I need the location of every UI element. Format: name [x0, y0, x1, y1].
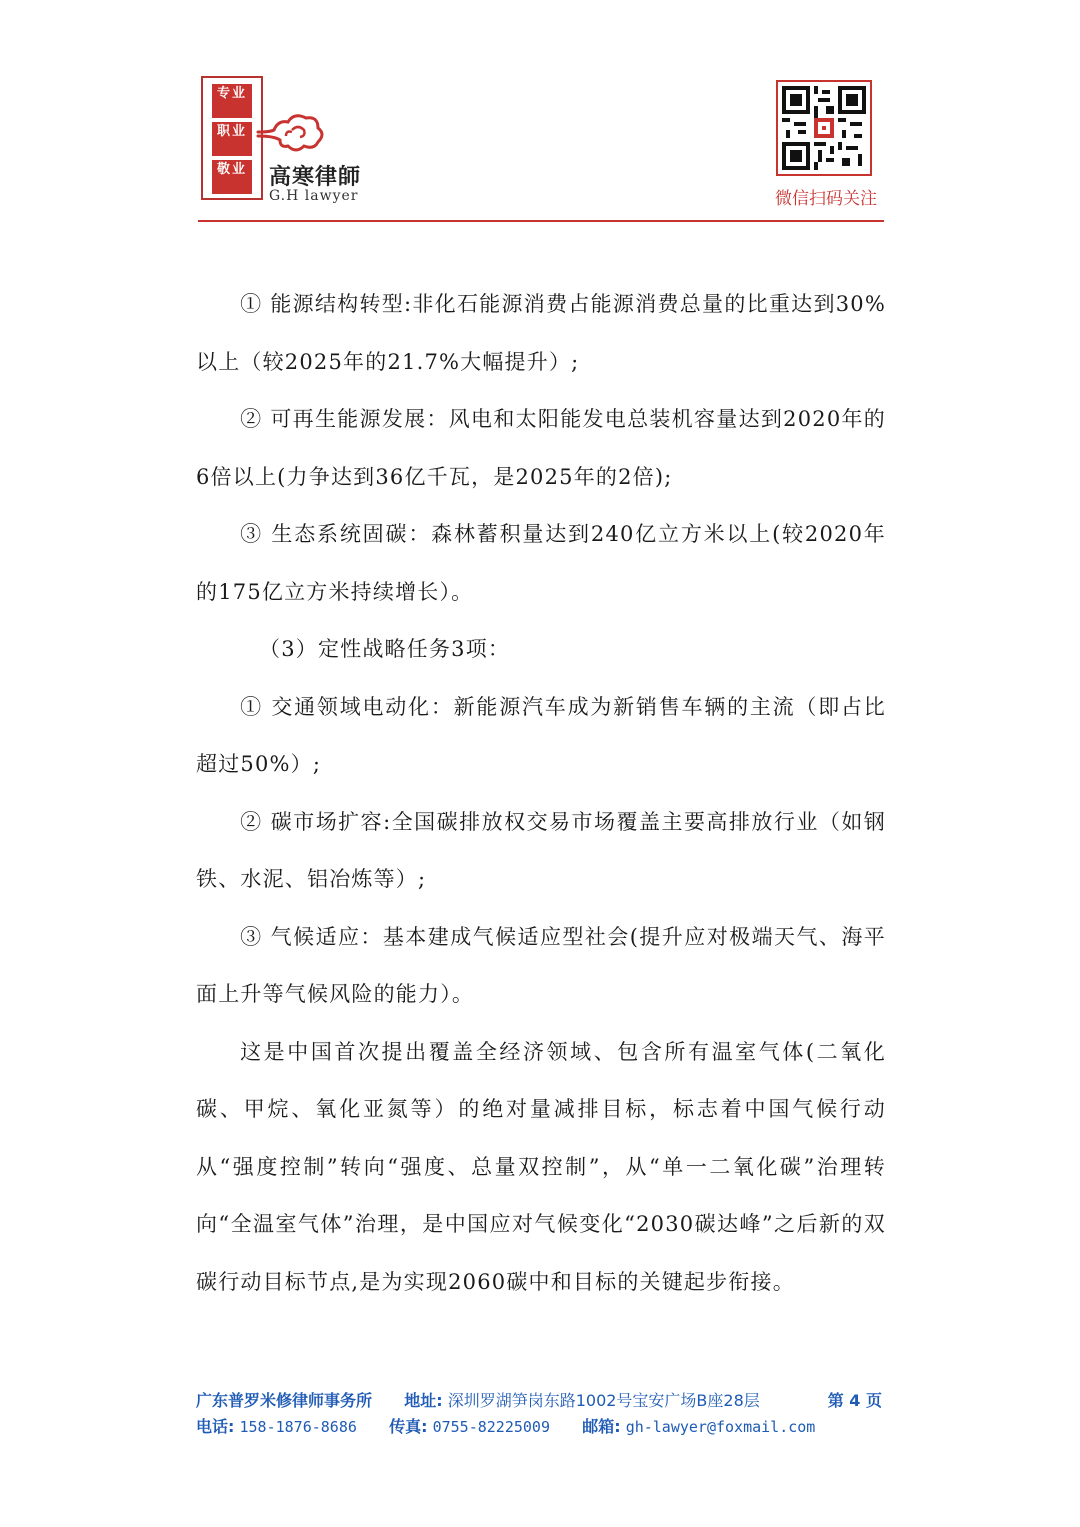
logo-frame: [201, 76, 263, 200]
document-body: [196, 276, 886, 1311]
footer-line-address: [196, 1388, 886, 1414]
logo-badge-dedication: 敬业: [212, 160, 252, 194]
logo-title: 高寒律師: [269, 164, 362, 190]
email-label: 邮箱:: [582, 1417, 621, 1436]
qr-caption: 微信扫码关注: [775, 189, 877, 209]
paragraph-carbon-market: ② 碳市场扩容:全国碳排放权交易市场覆盖主要高排放行业（如钢铁、水泥、铝冶炼等）;: [196, 809, 886, 891]
fax-value: 0755-82225009: [432, 1418, 550, 1436]
page-footer: [196, 1388, 886, 1440]
address-value: 深圳罗湖笋岗东路1002号宝安广场B座28层: [447, 1391, 760, 1410]
qr-code[interactable]: [776, 80, 872, 176]
paragraph-energy-structure: ① 能源结构转型:非化石能源消费占能源消费总量的比重达到30%以上（较2025年的21.7%大幅提升）;: [196, 292, 886, 374]
phone-label: 电话:: [196, 1417, 235, 1436]
firm-name: 广东普罗米修律师事务所: [196, 1391, 373, 1410]
fax-label: 传真:: [389, 1417, 428, 1436]
page-header: [0, 0, 1080, 225]
section-heading-qualitative-tasks: （3）定性战略任务3项：: [259, 637, 511, 661]
paragraph-transport-electrification: ① 交通领域电动化：新能源汽车成为新销售车辆的主流（即占比超过50%）;: [196, 694, 886, 776]
qr-code-icon: [782, 86, 866, 170]
logo-subtitle: G.H lawyer: [269, 188, 359, 204]
page-number: 第 4 页: [827, 1391, 882, 1410]
paragraph-ecosystem-carbon: ③ 生态系统固碳：森林蓄积量达到240亿立方米以上(较2020年的175亿立方米持续增长）。: [196, 522, 886, 604]
logo-badge-career: 职业: [212, 122, 252, 156]
header-divider: [198, 220, 884, 222]
paragraph-climate-adaptation: ③ 气候适应：基本建成气候适应型社会(提升应对极端天气、海平面上升等气候风险的能力）。: [196, 924, 886, 1006]
paragraph-renewable-energy: ② 可再生能源发展：风电和太阳能发电总装机容量达到2020年的6倍以上(力争达到36亿千瓦，是2025年的2倍);: [196, 407, 886, 489]
paragraph-summary: 这是中国首次提出覆盖全经济领域、包含所有温室气体(二氧化碳、甲烷、氧化亚氮等）的绝对量减排目标，标志着中国气候行动从“强度控制”转向“强度、总量双控制”，从“单一二氧化碳”治理转向“全温室气体”治理，是中国应对气候变化“2030碳达峰”之后新的双碳行动目标节点,是为实现2060碳中和目标的关键起步衔接。: [196, 1039, 886, 1294]
email-link[interactable]: gh-lawyer@foxmail.com: [625, 1418, 816, 1436]
cloud-ornament-icon: [256, 110, 326, 158]
address-label: 地址:: [404, 1391, 443, 1410]
logo-badge-professional: 专业: [212, 84, 252, 118]
footer-line-contact: [196, 1414, 886, 1440]
phone-value: 158-1876-8686: [239, 1418, 357, 1436]
